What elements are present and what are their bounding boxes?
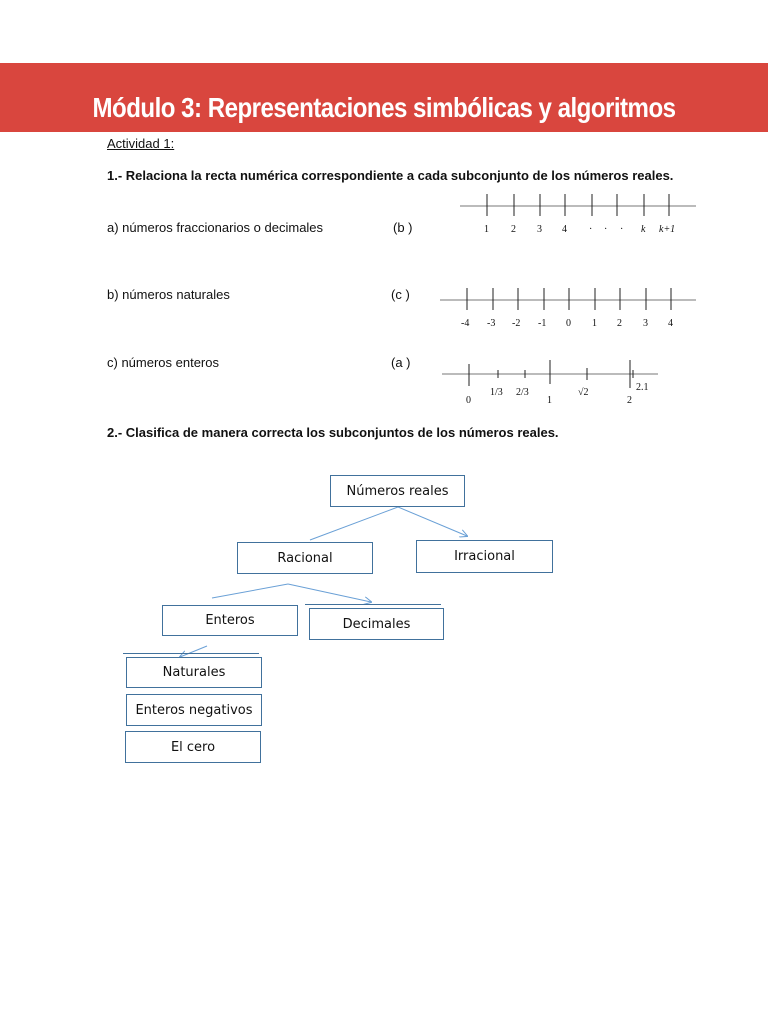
box-enteros: [162, 605, 298, 636]
tick-label: 4: [668, 318, 673, 329]
connector-arrow: [398, 507, 467, 536]
tick-label: -4: [461, 318, 470, 329]
box-racional: [237, 542, 373, 574]
box-label: Naturales: [162, 665, 226, 680]
tick-label: ·: [589, 224, 593, 235]
tick-label: 1: [592, 318, 597, 329]
connector-line: [212, 584, 288, 598]
tick-label: 3: [537, 224, 542, 235]
box-label: Racional: [277, 550, 333, 566]
tick-label: k: [641, 224, 646, 235]
item-a-answer: (b ): [393, 220, 413, 235]
question-1-text: 1.- Relaciona la recta numérica correspondiente a cada subconjunto de los números reales.: [107, 168, 674, 183]
tick-label: k+1: [659, 224, 676, 235]
activity-label: Actividad 1:: [107, 136, 175, 151]
box-top-line: [123, 653, 259, 654]
box-decimales: [309, 608, 444, 640]
tick-label: -1: [538, 318, 547, 329]
connector-arrow: [288, 584, 371, 602]
box-label: Números reales: [346, 483, 449, 499]
tick-label: 0: [466, 395, 471, 406]
box-label: Decimales: [342, 616, 411, 632]
box-numeros-reales: [330, 475, 465, 507]
tick-label: 2.1: [636, 382, 649, 393]
tick-label: -3: [487, 318, 496, 329]
page-title: Módulo 3: Representaciones simbólicas y algoritmos: [92, 92, 676, 123]
tick-label: 1: [484, 224, 489, 235]
box-enteros-negativos: [126, 694, 262, 726]
tick-label: 2: [617, 318, 622, 329]
box-label: Irracional: [454, 549, 515, 564]
box-label: Enteros negativos: [135, 702, 253, 718]
connector-arrow: [180, 646, 207, 657]
item-c-label: c) números enteros: [107, 355, 219, 370]
box-irracional: [416, 540, 553, 573]
tick-label: 0: [566, 318, 571, 329]
tick-label: 4: [562, 224, 567, 235]
tick-label: 1: [547, 395, 552, 406]
tick-label: -2: [512, 318, 521, 329]
box-top-line: [305, 604, 441, 605]
tick-label: ·: [604, 224, 608, 235]
box-label: El cero: [170, 739, 216, 755]
box-naturales: [126, 657, 262, 688]
tick-label: 2/3: [516, 387, 529, 398]
tick-label: 3: [643, 318, 648, 329]
connector-line: [310, 507, 398, 540]
box-el-cero: [125, 731, 261, 763]
tick-label: √2: [578, 387, 589, 398]
tick-label: 2: [511, 224, 516, 235]
tick-label: ·: [620, 224, 624, 235]
item-b-label: b) números naturales: [107, 287, 230, 302]
box-label: Enteros: [205, 613, 255, 628]
question-2-text: 2.- Clasifica de manera correcta los subconjuntos de los números reales.: [107, 425, 559, 440]
tick-label: 2: [627, 395, 632, 406]
tick-label: 1/3: [490, 387, 503, 398]
item-b-answer: (c ): [391, 287, 410, 302]
item-c-answer: (a ): [391, 355, 411, 370]
item-a-label: a) números fraccionarios o decimales: [107, 220, 324, 235]
